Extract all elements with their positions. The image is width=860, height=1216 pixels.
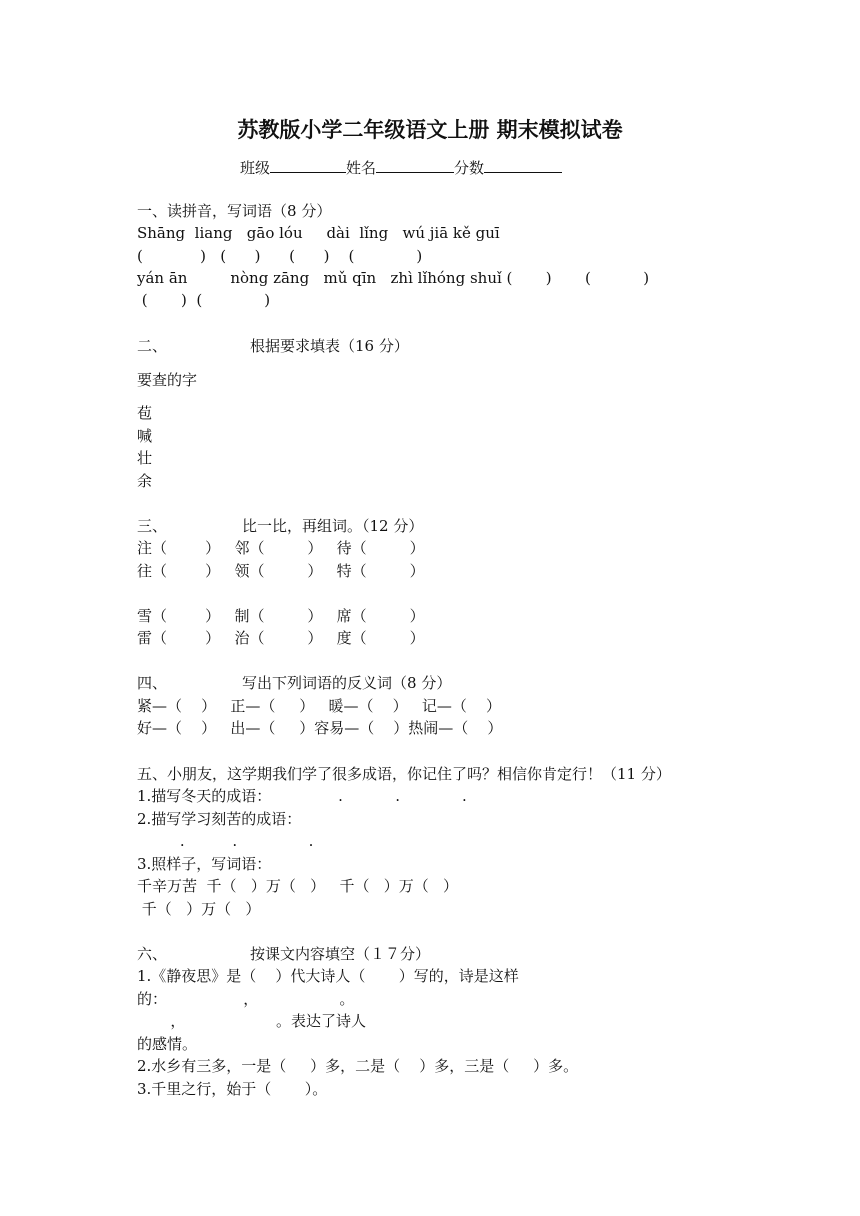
idiom-question-1-label: 1.描写冬天的成语： [137,787,272,805]
lookup-char: 喊 [137,427,153,445]
idiom-question-1 [137,786,467,806]
idiom-pattern-row[interactable]: 千辛万苦 千（ ）万（ ） 千（ ）万（ ） [137,877,459,895]
pinyin-row-1: Shāng liang gāo lóu dài lǐng wú jiā kě guī [137,224,500,242]
section-3-heading: 比一比，再组词。（12 分） [242,517,424,535]
lookup-char: 余 [137,472,153,490]
idiom-pattern-row[interactable]: 千（ ）万（ ） [137,900,261,918]
idiom-question-2: 2.描写学习刻苦的成语： [137,810,302,828]
pinyin-row-2: yán ān nòng zāng mǔ qīn zhì lǐhóng shuǐ ( ) ( ) [137,269,650,287]
antonym-row[interactable]: 紧—（ ） 正—（ ） 暖—（ ） 记—（ ） [137,697,501,715]
section-6-heading: 按课文内容填空（１７分） [250,945,431,963]
antonym-row[interactable]: 好—（ ） 出—（ ）容易—（ ）热闹—（ ） [137,719,503,737]
fill-line[interactable]: ， 。表达了诗人 [137,1012,366,1030]
score-blank[interactable] [484,156,562,173]
compare-row[interactable]: 雷（ ） 治（ ） 度（ ） [137,629,425,647]
answer-row-2[interactable]: ( ) ( ) [137,291,271,309]
idiom-question-2-blanks[interactable]: . . . [137,832,314,850]
answer-row-1[interactable]: ( ) ( ) ( ) ( ) [137,247,423,265]
lookup-char: 壮 [137,449,153,467]
compare-row[interactable]: 雪（ ） 制（ ） 席（ ） [137,607,425,625]
fill-line[interactable]: 2.水乡有三多，一是（ ）多，二是（ ）多，三是（ ）多。 [137,1057,579,1075]
lookup-subheading: 要查的字 [137,371,198,389]
fill-line[interactable]: 3.千里之行，始于（ ）。 [137,1080,328,1098]
fill-line[interactable]: 的： ， 。 [137,990,355,1008]
name-label: 姓名 [346,159,377,177]
section-6-number: 六、 [137,945,168,963]
idiom-question-1-blanks[interactable]: . . . [271,787,467,805]
class-label: 班级 [240,159,271,177]
section-2-heading: 根据要求填表（16 分） [250,337,409,355]
section-2-number: 二、 [137,337,168,355]
idiom-question-3: 3.照样子，写词语： [137,855,272,873]
class-blank[interactable] [270,156,346,173]
fill-line[interactable]: 1.《静夜思》是（ ）代大诗人（ ）写的，诗是这样 [137,967,519,985]
section-4-heading: 写出下列词语的反义词（8 分） [242,674,452,692]
compare-row[interactable]: 往（ ） 领（ ） 特（ ） [137,562,425,580]
section-5-heading: 五、小朋友，这学期我们学了很多成语，你记住了吗？相信你肯定行！（11 分） [137,765,671,783]
student-info-line [240,156,562,178]
section-3-number: 三、 [137,517,168,535]
lookup-char: 苞 [137,404,153,422]
name-blank[interactable] [376,156,454,173]
fill-line: 的感情。 [137,1035,198,1053]
score-label: 分数 [454,159,485,177]
section-4-number: 四、 [137,674,168,692]
section-1-heading: 一、读拼音，写词语（8 分） [137,202,332,220]
compare-row[interactable]: 注（ ） 邻（ ） 待（ ） [137,539,425,557]
page-title: 苏教版小学二年级语文上册 期末模拟试卷 [237,117,623,142]
